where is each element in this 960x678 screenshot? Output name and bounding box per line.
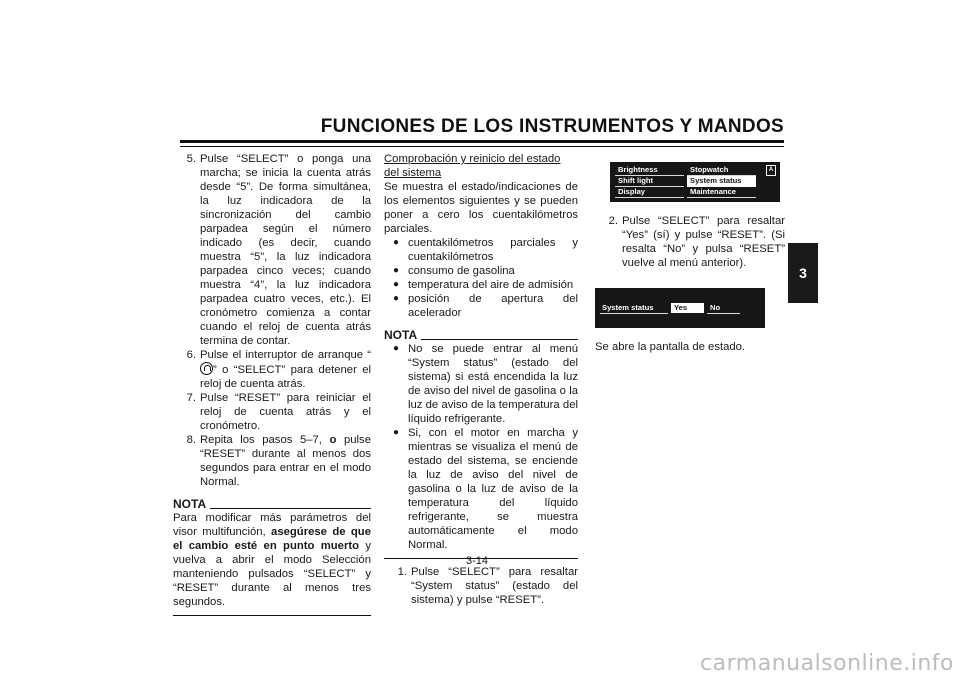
nota-text: y vuelva a abrir el modo Selección manteniendo pulsados “SELECT” y “RESET” durante al menos tres segundos. (173, 540, 371, 608)
step-number: 8. (186, 434, 196, 446)
nota-text-bold: asegúrese de que el cambio esté en punto muerto (173, 526, 371, 552)
step-number: 1. (397, 566, 407, 578)
bullet-icon: ● (392, 343, 400, 354)
list-item (384, 236, 578, 264)
column-middle (384, 152, 578, 607)
step-8 (173, 433, 371, 489)
screen-option-yes: Yes (671, 303, 704, 313)
step-text (200, 433, 371, 489)
warning-triangle-icon: A (766, 165, 776, 176)
nota-text: Para modificar más parámetros del visor multifunción, (173, 512, 371, 538)
column-right (595, 152, 785, 354)
nota-header (173, 498, 371, 511)
confirm-screen-display (595, 288, 765, 328)
list-item (384, 426, 578, 552)
bullet-icon: ● (392, 427, 400, 438)
step-number: 7. (186, 392, 196, 404)
list-item-text: consumo de gasolina (408, 265, 515, 277)
chapter-tab: 3 (788, 243, 818, 303)
screen-option-no: No (707, 303, 740, 314)
bullet-icon: ● (392, 279, 400, 290)
menu-item-brightness: Brightness (615, 165, 684, 176)
watermark: carmanualsonline.info (700, 651, 954, 676)
step-text-part: ” o “SELECT” para detener el reloj de cuenta atrás. (200, 364, 371, 390)
menu-screen-display (610, 162, 780, 202)
menu-row (615, 176, 775, 187)
list-item (384, 342, 578, 426)
nota-header (384, 329, 578, 342)
closing-text: Se abre la pantalla de estado. (595, 341, 746, 353)
list-item (384, 292, 578, 320)
list-item-text: temperatura del aire de admisión (408, 279, 574, 291)
section-intro: Se muestra el estado/indicaciones de los elementos siguientes y se pueden poner a cero los cuentakilómetros parciales. (384, 181, 578, 235)
step-text (200, 348, 371, 391)
start-switch-icon (200, 362, 213, 375)
step-number: 2. (608, 215, 618, 227)
list-item-text: posición de apertura del acelerador (408, 293, 578, 319)
bullet-icon: ● (392, 293, 400, 304)
screen-label-system-status: System status (600, 303, 668, 314)
step-text-part: Repita los pasos 5–7, (200, 434, 330, 446)
page-number: 3-14 (466, 555, 489, 567)
step-5 (173, 152, 371, 348)
page-title: FUNCIONES DE LOS INSTRUMENTOS Y MANDOS (320, 116, 784, 137)
step-7 (173, 391, 371, 433)
step-text-bold: o (329, 434, 337, 446)
nota-rule (421, 339, 578, 340)
list-item-text: No se puede entrar al menú “System status” (estado del sistema) si está encendida la luz de aviso del nivel de gasolina o la luz de aviso de la temperatura del líquido refrigerante. (408, 343, 578, 425)
step-6 (173, 348, 371, 391)
menu-item-maintenance: Maintenance (687, 187, 756, 198)
menu-item-display: Display (615, 187, 684, 198)
header-rule-thin (180, 146, 784, 147)
menu-item-system-status: System status (687, 176, 756, 187)
bullet-icon: ● (392, 237, 400, 248)
list-item (384, 264, 578, 278)
step-text: Pulse “SELECT” o ponga una marcha; se inicia la cuenta atrás desde “5”. De forma simultánea, la luz indicadora de la sincronización del cambio parpadea según el número indicado (es decir, cuando muestra “5”, la luz indicadora parpadea cinco veces; cuando muestra “4”, la luz indicadora parpadea cuatro veces, etc.). El cronómetro comienza a contar cuando el reloj de cuenta atrás termina de contar. (200, 153, 371, 347)
section-title: Comprobación y reinicio del estado del sistema (384, 153, 561, 179)
nota-label: NOTA (173, 497, 207, 511)
nota-end-rule (173, 615, 371, 616)
step-2 (595, 214, 785, 270)
step-number: 5. (186, 153, 196, 165)
step-number: 6. (186, 349, 196, 361)
step-text: Pulse “SELECT” para resaltar “System status” (estado del sistema) y pulse “RESET”. (411, 566, 578, 606)
menu-row (615, 187, 775, 198)
menu-item-stopwatch: Stopwatch (687, 165, 756, 176)
nota-label: NOTA (384, 328, 418, 342)
list-item (384, 278, 578, 292)
step-text-part: Pulse el interruptor de arranque “ (200, 349, 371, 361)
menu-row (615, 165, 775, 176)
column-left (173, 152, 371, 616)
step-1 (384, 565, 578, 607)
menu-item-shift-light: Shift light (615, 176, 684, 187)
step-text: Pulse “SELECT” para resaltar “Yes” (sí) y pulse “RESET”. (Si resalta “No” y pulsa “RESET” vuelve al menú anterior). (622, 215, 785, 269)
nota-body (173, 511, 371, 609)
bullet-icon: ● (392, 265, 400, 276)
list-item-text: cuentakilómetros parciales y cuentakilómetros (408, 237, 578, 263)
header-rule-thick (180, 140, 784, 143)
step-text: Pulse “RESET” para reiniciar el reloj de cuenta atrás y el cronómetro. (200, 392, 371, 432)
step-text-part: pulse “RESET” durante al menos dos segundos para entrar en el modo Normal. (200, 434, 371, 488)
list-item-text: Si, con el motor en marcha y mientras se visualiza el menú de estado del sistema, se enciende la luz de aviso del nivel de gasolina o la luz de aviso de la temperatura del líquido refrigerante, se muestra automáticamente el modo Normal. (408, 427, 578, 551)
nota-rule (210, 508, 371, 509)
